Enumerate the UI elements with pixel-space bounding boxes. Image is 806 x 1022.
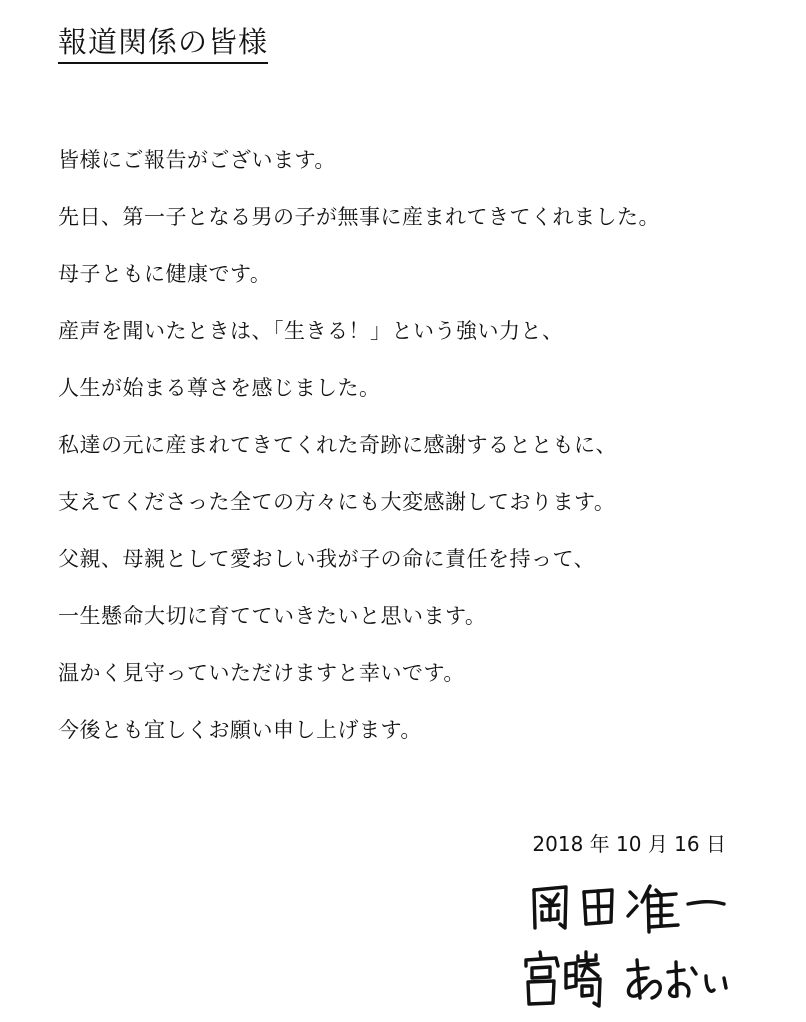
letter-line: 皆様にご報告がございます。 xyxy=(58,148,336,172)
letter-line: 人生が始まる尊さを感じました。 xyxy=(58,376,381,400)
letter-line: 温かく見守っていただけますと幸いです。 xyxy=(58,661,465,685)
letter-line: 先日、第一子となる男の子が無事に産まれてきてくれました。 xyxy=(58,205,660,229)
letter-line: 私達の元に産まれてきてくれた奇跡に感謝するとともに、 xyxy=(58,433,617,457)
letter-heading: 報道関係の皆様 xyxy=(58,22,268,64)
letter-body xyxy=(58,140,798,767)
letter-date: 2018 年 10 月 16 日 xyxy=(532,832,726,856)
letter-line: 産声を聞いたときは、「生きる！」という強い力と、 xyxy=(58,319,564,343)
letter-line: 父親、母親として愛おしい我が子の命に責任を持って、 xyxy=(58,547,596,571)
letter-line: 母子ともに健康です。 xyxy=(58,262,272,286)
signature-miyazaki xyxy=(520,948,730,1012)
letter-line: 一生懸命大切に育てていきたいと思います。 xyxy=(58,604,487,628)
signature-okada xyxy=(528,876,728,938)
letter-line: 支えてくださった全ての方々にも大変感謝しております。 xyxy=(58,490,616,514)
letter-line: 今後とも宜しくお願い申し上げます。 xyxy=(58,718,422,742)
signature-okada-drawing xyxy=(528,876,728,938)
signature-miyazaki-drawing xyxy=(520,948,730,1012)
